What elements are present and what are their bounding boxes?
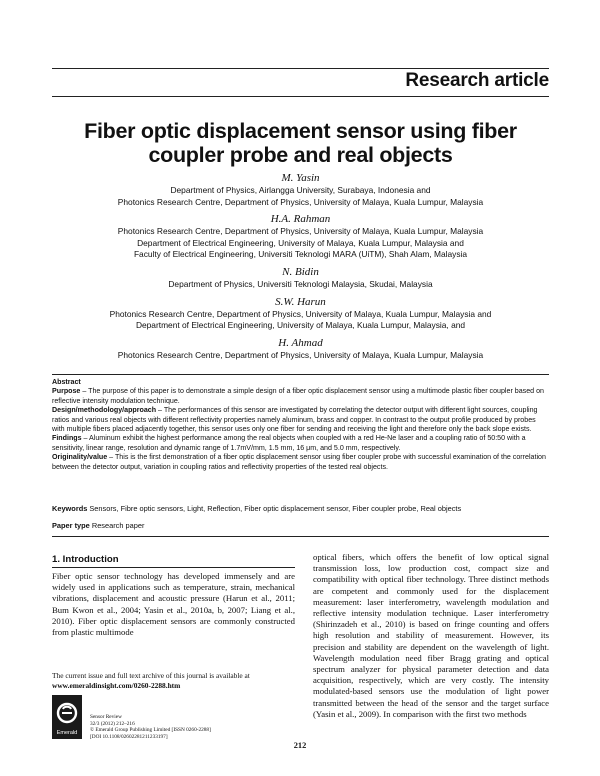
findings-text: – Aluminum exhibit the highest performance among the real objects when coupled with a red He-Ne laser and a coupling ratio of 50:50 with a sensitivity, linear range, resolution and dynamic range of 1.7mV/mm, 1.5 mm, 16 μm, and 5.0 mm, respectively. (52, 434, 526, 452)
findings-label: Findings (52, 434, 82, 443)
affiliation: Photonics Research Centre, Department of Physics, University of Malaya, Kuala Lumpur, Malaysia (117, 196, 484, 207)
abstract-top-rule (52, 374, 549, 375)
affiliation: Photonics Research Centre, Department of Physics, University of Malaya, Kuala Lumpur, Malaysia (117, 226, 484, 237)
paper-type-label: Paper type (52, 521, 90, 530)
affiliation: Department of Physics, Airlangga University, Surabaya, Indonesia and (170, 185, 431, 195)
keywords-text: Sensors, Fibre optic sensors, Light, Reflection, Fiber optic displacement sensor, Fiber coupler probe, Real objects (87, 504, 462, 513)
abstract-originality (52, 453, 549, 472)
journal-name: Sensor Review (90, 714, 122, 720)
journal-volume: 32/3 (2012) 212–216 (90, 720, 135, 727)
author-name: H.A. Rahman (270, 213, 331, 226)
affiliation: Faculty of Electrical Engineering, Universiti Teknologi MARA (UiTM), Shah Alam, Malaysia (133, 249, 468, 260)
body-text-left: Fiber optic sensor technology has developed immensely and are widely used in applications such as temperature, strain, mechanical vibrations, displacement and acoustic pressure (Harun et al., 2011; Bum Kwon et al., 2004; Yasin et al., 2010a, b, 2007; Liang et al., 2010). Fiber optic displacement sensors are commonly constructed from plastic multimode (52, 571, 295, 638)
article-title (52, 119, 549, 167)
affiliation: Department of Physics, Universiti Teknologi Malaysia, Skudai, Malaysia (168, 278, 433, 289)
journal-link[interactable]: www.emeraldinsight.com/0260-2288.htm (52, 680, 181, 690)
purpose-text: – The purpose of this paper is to demonstrate a simple design of a fiber optic displacement sensor using a multimode plastic fiber coupler based on reflective intensity modulation technique. (52, 387, 544, 405)
abstract-purpose (52, 387, 549, 406)
purpose-label: Purpose (52, 387, 81, 396)
originality-text: – This is the first demonstration of a fiber optic displacement sensor using fiber coupler probe with successful examination of the correlation between the detector output, variation in coupling ratios and reflectivity properties of the tested real objects. (52, 453, 546, 471)
author-name: N. Bidin (282, 265, 319, 278)
abstract-heading: Abstract (52, 378, 81, 386)
logo-text: Emerald (56, 730, 78, 736)
keywords (52, 504, 549, 514)
paper-type (52, 521, 549, 531)
header-rule (52, 96, 549, 97)
abstract-bottom-rule (52, 536, 549, 537)
copyright: © Emerald Group Publishing Limited [ISSN 0260-2288] (90, 727, 211, 734)
author-name: S.W. Harun (275, 295, 326, 308)
title-line: coupler probe and real objects (148, 143, 453, 167)
emerald-logo (52, 695, 82, 739)
paper-type-text: Research paper (89, 521, 145, 530)
keywords-label: Keywords (52, 504, 88, 513)
title-line: Fiber optic displacement sensor using fiber (84, 119, 517, 143)
affiliation: Department of Electrical Engineering, University of Malaya, Kuala Lumpur, Malaysia, and (135, 320, 466, 331)
page-number: 212 (293, 741, 307, 750)
author-name: H. Ahmad (278, 336, 323, 349)
originality-label: Originality/value (52, 453, 108, 462)
author-name: M. Yasin (281, 172, 320, 184)
intro-heading-rule (52, 567, 295, 568)
top-rule (52, 68, 549, 69)
affiliation: Photonics Research Centre, Department of Physics, University of Malaya, Kuala Lumpur, Malaysia and (109, 308, 492, 319)
affiliation: Department of Electrical Engineering, University of Malaya, Kuala Lumpur, Malaysia and (137, 237, 464, 248)
design-text: – The performances of this sensor are investigated by correlating the detector output with different light sources, coupling ratios and various real objects with different reflectivity properties namely aluminum, brass and copper. In contrast to the output profile produced by probes with multiple fibers placed adjacently together, this sensor uses only one fiber for sending and receiving the light and therefore only the back slope exists. (52, 406, 538, 434)
section-heading: 1. Introduction (52, 554, 119, 565)
journal-info (90, 714, 211, 740)
section-label: Research article (405, 70, 549, 91)
doi: [DOI 10.1108/02602281211233197] (90, 733, 168, 740)
archive-note (52, 671, 295, 690)
archive-note-text: The current issue and full text archive of this journal is available at (52, 671, 250, 680)
author-list (52, 171, 549, 361)
abstract-findings (52, 434, 549, 453)
affiliation: Photonics Research Centre, Department of Physics, University of Malaya, Kuala Lumpur, Malaysia (117, 349, 484, 360)
abstract-design (52, 406, 549, 434)
abstract (52, 378, 549, 472)
body-text-right: optical fibers, which offers the benefit of low optical signal transmission loss, low production cost, compact size and compatibility with optical fiber technology. Three distinct methods are competent and commonly used for the displacement measurement: laser interferometry, wavelength modulation and reflective intensity modulation technique. Laser interferometry (Shirinzadeh et al., 2010) is based on fringe counting and offers high resolution and stability of measurement. However, its precision and stability are dependent on the wavelength of light. Wavelength modulation need fiber Bragg grating and optical spectrum analyzer for physical parameter detection and data acquisition, respectively, which are very costly. The intensity modulated-based sensors use the modulation of light power transmitted between the head of the sensor and the target surface (Yasin et al., 2009). In comparison with the first two methods (313, 552, 549, 719)
design-label: Design/methodology/approach (52, 406, 157, 415)
